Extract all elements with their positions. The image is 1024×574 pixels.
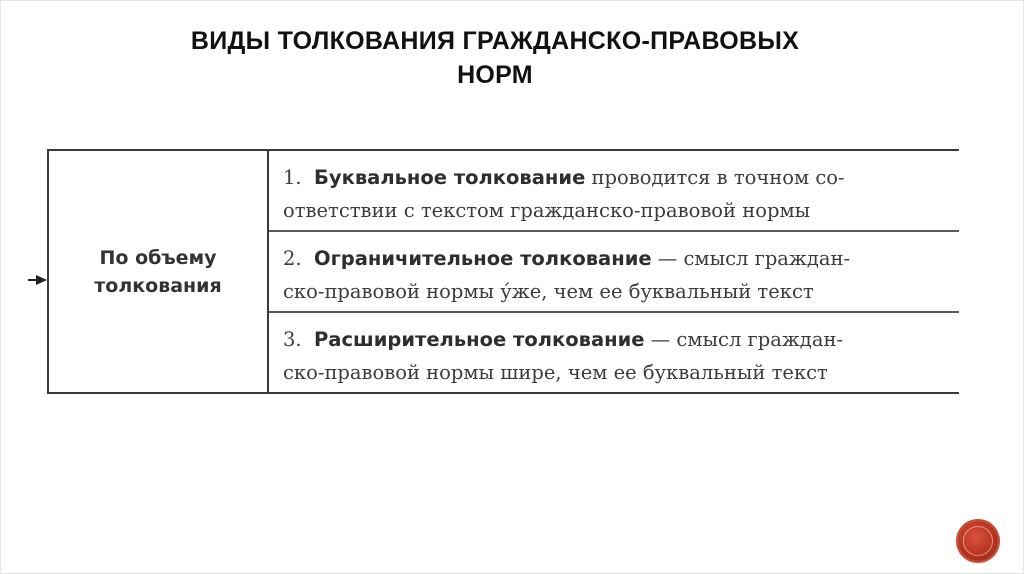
item-term: Расширительное толкование <box>314 328 645 351</box>
item-term: Буквальное толкование <box>314 166 586 189</box>
item-text-line-2: ско-правовой нормы шире, чем ее буквальный текст <box>283 361 828 384</box>
item-text-line-2: ско-правовой нормы у́же, чем ее буквальный текст <box>283 280 814 303</box>
category-cell <box>47 149 269 394</box>
slide-title <box>95 24 895 92</box>
item-term: Ограничительное толкование <box>314 247 652 270</box>
list-item-restrictive <box>269 232 959 313</box>
next-slide-icon <box>963 526 993 556</box>
interpretation-list <box>269 149 959 394</box>
interpretation-scheme <box>47 149 959 394</box>
item-number: 1. <box>283 166 302 189</box>
item-text-line-1: проводится в точном со- <box>591 166 845 189</box>
list-item-extensive <box>269 313 959 394</box>
category-label <box>68 244 248 300</box>
arrow-right-icon <box>28 272 48 288</box>
item-text-line-1: — смысл граждан- <box>657 247 851 270</box>
item-number: 3. <box>283 328 302 351</box>
slide-title-line-1: ВИДЫ ТОЛКОВАНИЯ ГРАЖДАНСКО-ПРАВОВЫХ <box>190 27 800 55</box>
item-text-line-1: — смысл граждан- <box>650 328 844 351</box>
next-slide-button[interactable] <box>958 521 998 561</box>
category-label-line-2: толкования <box>94 274 222 297</box>
category-label-line-1: По объему <box>99 246 217 269</box>
item-number: 2. <box>283 247 302 270</box>
item-text-line-2: ответствии с текстом гражданско-правовой нормы <box>283 199 811 222</box>
list-item-literal <box>269 151 959 232</box>
slide-title-line-2: НОРМ <box>457 61 533 89</box>
